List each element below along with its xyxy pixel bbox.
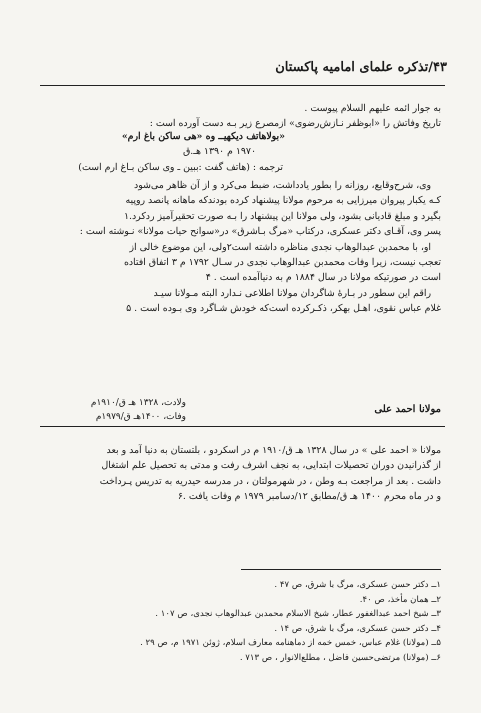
section1-intro (41, 101, 441, 132)
footnote-item: ۵ــ (مولانا) غلام عباس، خمس خمه از دماهنامه معارف اسلام، ژوئن ۱۹۷۱ م، ص ۲۹ . (140, 638, 441, 648)
paragraph-line: کـه یکبار پیروان میرزایی به مرحوم مولانا پیشنهاد کرده بودندکه ماهانه پانصد روپیه (125, 195, 441, 207)
paragraph-line: و در ماه محرم ۱۴۰۰ هـ ق/مطابق ۱۲/دسامبر ۱۹۷۹ م وفات یافت .۶ (177, 491, 441, 503)
paragraph-line: غلام عباس نقوی، اهـل بهکر، ذکـرکرده است‌که خودش شـاگرد وی بـوده است . ۵ (126, 303, 441, 315)
paragraph-line: داشت . بعد از مراجعت بـه وطن ، در شهرمولتان ، در مدرسه حیدریه به تدریس پـرداخت (99, 475, 441, 487)
footnotes (31, 578, 441, 665)
footnote-item: ۲ــ همان مأخذ، ص ۴۰. (359, 594, 441, 605)
birth-date: ولادت، ۱۳۲۸ هـ ق/۱۹۱۰م (90, 398, 186, 408)
paragraph-line: پسر وی، آقـای دکتر عسکری، درکتاب «مرگ بـاشرق» در«سوانح حیات مولانا» نـوشته است : (79, 226, 441, 238)
paragraph-line: تاریخ وفاتش را «ابوظفر نـازش‌رضوی» ازمصرع زیر بـه دست آورده است : (149, 118, 441, 130)
death-date: وفات، ۱۴۰۰هـ ق/۱۹۷۹م (95, 412, 186, 422)
chronogram-years: ۱۹۷۰ م ۱۳۹۰ هـ.ق (182, 146, 256, 157)
section2-body (41, 443, 441, 505)
paragraph-line: است در صورتیکه مولانا در سال ۱۸۸۴ م به دنیاآمده است . ۴ (205, 272, 441, 284)
footnote-item: ۴ــ دکتر حسن عسکری، مرگ با شرق، ص ۱۴ . (274, 623, 441, 634)
chronogram-translation: ترجمه : (هاتف گفت :ببین ـ وی ساکن بـاغ ارم است) (78, 162, 283, 173)
paragraph-line: وی، شرح‌وقایع، روزانه را بطور یادداشت، ضبط می‌کرد و از آن ظاهر می‌شود (134, 180, 431, 191)
footnote-rule (241, 569, 441, 570)
dates-block (76, 396, 186, 424)
paragraph-line: مولانا « احمد علی » در سال ۱۳۲۸ هـ ق/۱۹۱۰ م در اسکردو ، بلتستان به دنیا آمد و بعد (106, 445, 441, 456)
footnote-item: ۱ــ دکتر حسن عسکری، مرگ با شرق، ص ۴۷ . (274, 580, 441, 590)
footnote-item: ۶ــ (مولانا) مرتضی‌حسین فاضل ، مطلع‌الانوار ، ص ۷۱۳ . (239, 652, 441, 663)
paragraph-line: راقم این سطور در بـارهٔ شاگردان مولانا اطلاعی نـدارد البته مـولانا سیـد (153, 287, 431, 299)
header-rule (40, 85, 445, 86)
section1-body (41, 178, 441, 317)
page-header: ۴۳/تذکره علمای امامیه پاکستان (275, 60, 447, 75)
scholar-name: مولانا احمد علی (374, 404, 441, 415)
paragraph-line: به جوار ائمه علیهم السلام پیوست . (304, 103, 441, 114)
paragraph-line: از گذرانیدن دوران تحصیلات ابتدایی، به نجف اشرف رفت و مدتی به تحصیل علم اشتغال (101, 460, 441, 472)
paragraph-line: بگیرد و مبلغ قادیانی بشود، ولی مولانا این پیشنهاد را بـه صورت تحقیرآمیز ردکرد.۱ (123, 210, 441, 222)
footnote-item: ۳ــ شیخ احمد عبدالغفور عطار، شیخ الاسلام محمدبن عبدالوهاب نجدی، ص ۱۰۷ . (155, 609, 441, 619)
paragraph-line: او، با محمدبن عبدالوهاب نجدی مناظره داشته است۲ولی، این موضوع خالی از (129, 241, 431, 253)
chronogram-verse: «بولاهاتف دیکھیــ وه «هی ساکن باغ ارم» (121, 131, 285, 142)
paragraph-line: تعجب نیست، زیرا وفات محمدبن عبدالوهاب نجدی در سـال ۱۷۹۲ م ۳ اتفاق افتاده (123, 257, 441, 269)
section-rule (40, 426, 445, 427)
